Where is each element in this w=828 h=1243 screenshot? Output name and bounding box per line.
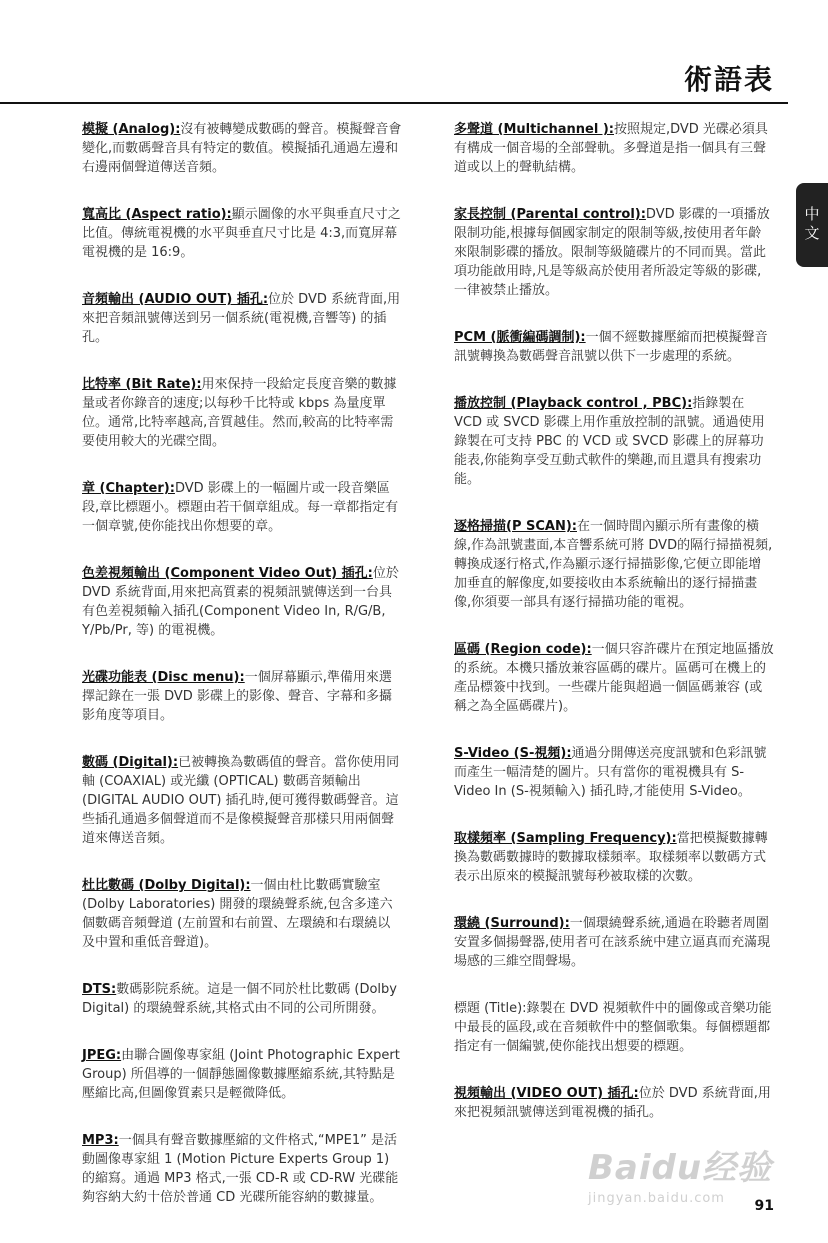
language-tab <box>796 183 828 267</box>
glossary-term: 模擬 (Analog): <box>82 122 181 137</box>
glossary-entry <box>454 640 774 716</box>
glossary-term: 杜比數碼 (Dolby Digital): <box>82 878 251 893</box>
glossary-entry <box>454 829 774 886</box>
glossary-left-column <box>82 120 402 1235</box>
glossary-definition: 一個只容許碟片在預定地區播放的系統。本機只播放兼容區碼的碟片。區碼可在機上的產品標簽中找到。一些碟片能與超過一個區碼兼容 (或稱之為全區碼碟片)。 <box>454 642 774 714</box>
glossary-definition: 一個由杜比數碼實驗室 (Dolby Laboratories) 開發的環繞聲系統,包含多達六個數碼音頻聲道 (左前置和右前置、左環繞和右環繞以及中置和重低音聲道)。 <box>82 878 393 950</box>
glossary-entry <box>82 980 402 1018</box>
glossary-definition: 位於 DVD 系統背面,用來把音頻訊號傳送到另一個系統(電視機,音響等) 的插孔。 <box>82 292 401 345</box>
glossary-definition: 錄製在 DVD 視頻軟件中的圖像或音樂功能中最長的區段,或在音頻軟件中的整個歌集。每個標題都指定有一個編號,使你能找出想要的標題。 <box>454 1001 772 1054</box>
glossary-term: JPEG: <box>82 1048 122 1063</box>
glossary-term: 數碼 (Digital): <box>82 755 179 770</box>
glossary-entry <box>82 290 402 347</box>
glossary-term: 標題 (Title): <box>454 1001 527 1016</box>
glossary-term: 家長控制 (Parental control): <box>454 207 646 222</box>
glossary-term: 多聲道 (Multichannel ): <box>454 122 614 137</box>
glossary-definition: 按照規定,DVD 光碟必須具有構成一個音場的全部聲軌。多聲道是指一個具有三聲道或以上的聲軌結構。 <box>454 122 768 175</box>
glossary-entry <box>454 999 774 1056</box>
glossary-entry <box>454 914 774 971</box>
glossary-term: PCM (脈衝編碼調制): <box>454 330 586 345</box>
glossary-definition: 顯示圖像的水平與垂直尺寸之比值。傳統電視機的水平與垂直尺寸比是 4:3,而寬屏幕電視機的是 16:9。 <box>82 207 401 260</box>
glossary-definition: 位於 DVD 系統背面,用來把高質素的視頻訊號傳送到一台具有色差視頻輸入插孔(Component Video In, R/G/B, Y/Pb/Pr, 等) 的電視機。 <box>82 566 399 638</box>
glossary-entry <box>454 394 774 489</box>
glossary-definition: 由聯合圖像專家組 (Joint Photographic Expert Group) 所倡導的一個靜態圖像數據壓縮系統,其特點是壓縮比高,但圖像質素只是輕微降低。 <box>82 1048 400 1101</box>
glossary-definition: 在一個時間內顯示所有畫像的橫線,作為訊號畫面,本音響系統可將 DVD的隔行掃描視頻,轉換成逐行格式,作為顯示逐行掃描影像,它便立即能增加垂直的解像度,如要接收由本系統輸出的逐行掃描畫像,你須要一部具有逐行掃描功能的電視。 <box>454 519 773 610</box>
glossary-term: 寬高比 (Aspect ratio): <box>82 207 232 222</box>
glossary-entry <box>82 479 402 536</box>
glossary-entry <box>454 205 774 300</box>
glossary-term: 區碼 (Region code): <box>454 642 592 657</box>
glossary-definition: 位於 DVD 系統背面,用來把視頻訊號傳送到電視機的插孔。 <box>454 1086 771 1120</box>
glossary-definition: 指錄製在 VCD 或 SVCD 影碟上用作重放控制的訊號。通過使用錄製在可支持 PBC 的 VCD 或 SVCD 影碟上的屏幕功能表,你能夠享受互動式軟件的樂趣,而且還具有搜索功能。 <box>454 396 765 487</box>
glossary-term: 音頻輸出 (AUDIO OUT) 插孔: <box>82 292 269 307</box>
glossary-definition: 數碼影院系統。這是一個不同於杜比數碼 (Dolby Digital) 的環繞聲系統,其格式由不同的公司所開發。 <box>82 982 397 1016</box>
glossary-term: S-Video (S-視頻): <box>454 746 572 761</box>
glossary-term: 章 (Chapter): <box>82 481 175 496</box>
glossary-definition: DVD 影碟的一項播放限制功能,根據每個國家制定的限制等級,按使用者年齡來限制影碟的播放。限制等級隨碟片的不同而異。當此項功能啟用時,凡是等級高於使用者所設定等級的影碟,一律被禁止播放。 <box>454 207 770 298</box>
glossary-definition: 用來保持一段給定長度音樂的數據量或者你錄音的速度;以每秒千比特或 kbps 為量度單位。通常,比特率越高,音質越佳。然而,較高的比特率需要使用較大的光碟空間。 <box>82 377 397 449</box>
glossary-entry <box>82 876 402 952</box>
glossary-entry <box>82 564 402 640</box>
glossary-entry <box>82 753 402 848</box>
glossary-term: MP3: <box>82 1133 119 1148</box>
glossary-term: 比特率 (Bit Rate): <box>82 377 202 392</box>
glossary-definition: 當把模擬數據轉換為數碼數據時的數據取樣頻率。取樣頻率以數碼方式表示出原來的模擬訊號每秒被取樣的次數。 <box>454 831 768 884</box>
glossary-entry <box>82 1046 402 1103</box>
glossary-definition: 一個不經數據壓縮而把模擬聲音訊號轉換為數碼聲音訊號以供下一步處理的系統。 <box>454 330 768 364</box>
glossary-definition: 一個屏幕顯示,準備用來選擇記錄在一張 DVD 影碟上的影像、聲音、字幕和多攝影角度等項目。 <box>82 670 392 723</box>
language-tab-label: 中文 <box>802 206 821 244</box>
glossary-entry <box>454 328 774 366</box>
glossary-definition: 一個環繞聲系統,通過在聆聽者周圍安置多個揚聲器,使用者可在該系統中建立逼真而充滿現場感的三維空間聲場。 <box>454 916 771 969</box>
glossary-entry <box>82 1131 402 1207</box>
glossary-term: 逐格掃描(P SCAN): <box>454 519 577 534</box>
glossary-entry <box>454 744 774 801</box>
glossary-definition: 一個具有聲音數據壓縮的文件格式,“MPE1” 是活動圖像專家組 1 (Motion Picture Experts Group 1) 的縮寫。通過 MP3 格式,一張 CD-R 或 CD-RW 光碟能夠容納大約十倍於普通 CD 光碟所能容納的數據量。 <box>82 1133 399 1205</box>
glossary-entry <box>454 517 774 612</box>
glossary-entry <box>82 120 402 177</box>
glossary-definition: 沒有被轉變成數碼的聲音。模擬聲音會變化,而數碼聲音具有特定的數值。模擬插孔通過左邊和右邊兩個聲道傳送音頻。 <box>82 122 402 175</box>
glossary-term: 色差視頻輸出 (Component Video Out) 插孔: <box>82 566 373 581</box>
glossary-term: 光碟功能表 (Disc menu): <box>82 670 245 685</box>
glossary-term: 視頻輸出 (VIDEO OUT) 插孔: <box>454 1086 639 1101</box>
glossary-term: DTS: <box>82 982 117 997</box>
baidu-watermark <box>588 1140 778 1220</box>
glossary-term: 播放控制 (Playback control , PBC): <box>454 396 693 411</box>
glossary-right-column <box>454 120 774 1150</box>
glossary-definition: 通過分開傳送亮度訊號和色彩訊號而產生一幅清楚的圖片。只有當你的電視機具有 S-Video In (S-視頻輸入) 插孔時,才能使用 S-Video。 <box>454 746 767 799</box>
glossary-entry <box>454 1084 774 1122</box>
glossary-term: 取樣頻率 (Sampling Frequency): <box>454 831 677 846</box>
glossary-entry <box>82 375 402 451</box>
page-number: 91 <box>754 1198 774 1214</box>
header-divider <box>0 102 788 104</box>
glossary-entry <box>82 205 402 262</box>
page-title: 術語表 <box>683 63 774 96</box>
watermark-logo: Baidu经验 <box>588 1148 773 1188</box>
glossary-entry <box>82 668 402 725</box>
watermark-url: jingyan.baidu.com <box>588 1191 725 1206</box>
glossary-term: 環繞 (Surround): <box>454 916 570 931</box>
glossary-entry <box>454 120 774 177</box>
glossary-definition: 已被轉換為數碼值的聲音。當你使用同軸 (COAXIAL) 或光纖 (OPTICAL) 數碼音頻輸出 (DIGITAL AUDIO OUT) 插孔時,便可獲得數碼聲音。這些插孔通過多個聲道而不是像模擬聲音那樣只用兩個聲道來傳送音頻。 <box>82 755 400 846</box>
glossary-definition: DVD 影碟上的一幅圖片或一段音樂區段,章比標題小。標題由若干個章組成。每一章都指定有一個章號,使你能找出你想要的章。 <box>82 481 399 534</box>
